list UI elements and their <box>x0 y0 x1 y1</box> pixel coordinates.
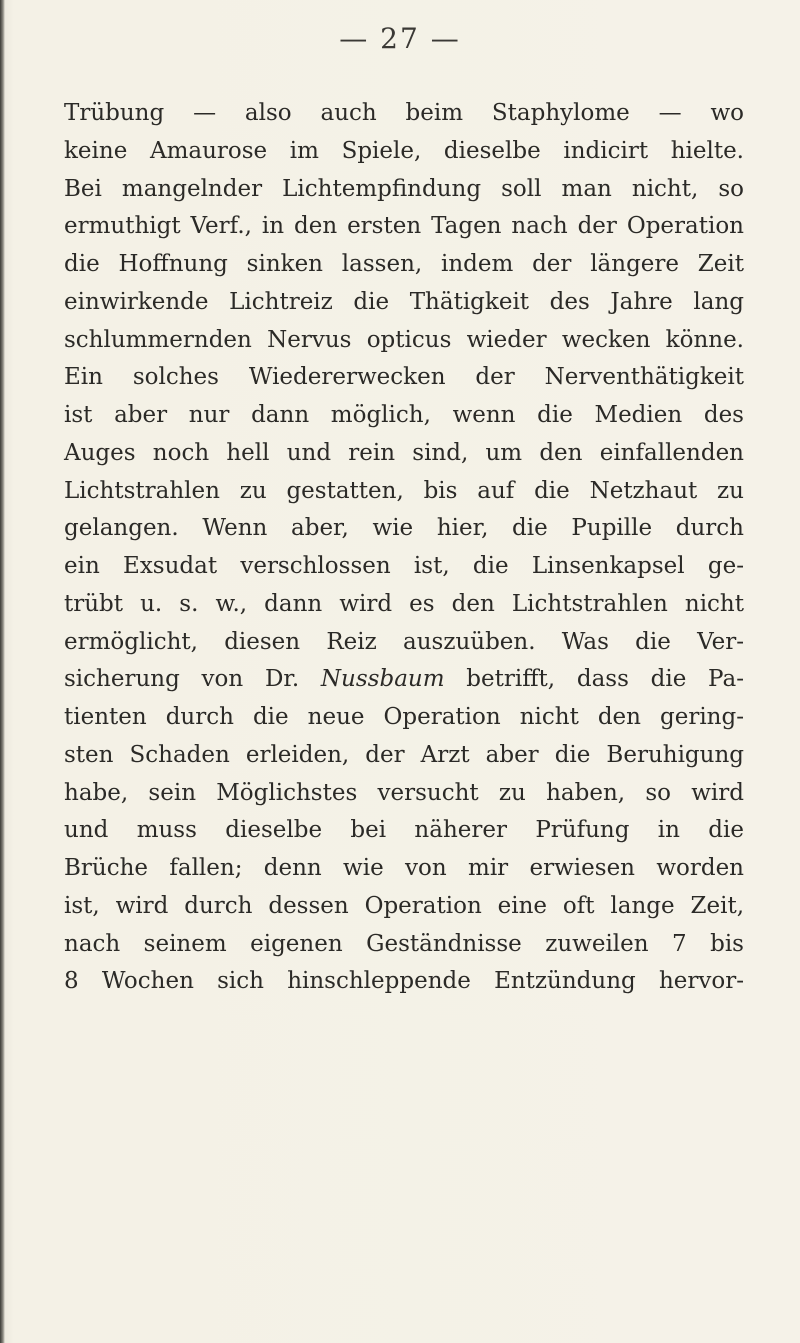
text-line: Trübung — also auch beim Staphylome — wo <box>64 100 744 126</box>
text-line-with-italic <box>64 661 744 699</box>
text-line: Auges noch hell und rein sind, um den einfallenden <box>64 439 744 466</box>
text-segment: betrifft, dass die Pa- <box>444 666 744 693</box>
text-line: Bei mangelnder Lichtempfindung soll man nicht, so <box>64 175 744 202</box>
text-line: nach seinem eigenen Geständnisse zuweilen 7 bis <box>64 930 744 957</box>
text-line: ist, wird durch dessen Operation eine oft lange Zeit, <box>64 892 744 919</box>
page-number-header: — 27 — <box>339 22 461 55</box>
text-line: ermuthigt Verf., in den ersten Tagen nach der Operation <box>64 213 744 240</box>
italic-name: Nussbaum <box>320 666 445 693</box>
text-line: trübt u. s. w., dann wird es den Lichtstrahlen nicht <box>64 590 744 617</box>
text-line: tienten durch die neue Operation nicht den gering- <box>64 704 744 730</box>
text-line: schlummernden Nervus opticus wieder wecken könne. <box>64 326 744 353</box>
body-paragraph <box>64 95 744 1001</box>
text-line: ein Exsudat verschlossen ist, die Linsenkapsel ge- <box>64 553 744 579</box>
text-line: gelangen. Wenn aber, wie hier, die Pupille durch <box>64 515 744 542</box>
text-line: ist aber nur dann möglich, wenn die Medien des <box>64 402 744 428</box>
page-binding-edge <box>0 0 5 1343</box>
text-line: ermöglicht, diesen Reiz auszuüben. Was die Ver- <box>64 628 744 655</box>
text-line: einwirkende Lichtreiz die Thätigkeit des Jahre lang <box>64 288 744 315</box>
text-line: 8 Wochen sich hinschleppende Entzündung hervor- <box>64 968 744 995</box>
text-line: Lichtstrahlen zu gestatten, bis auf die Netzhaut zu <box>64 477 744 504</box>
text-segment: sicherung von Dr. <box>64 666 321 693</box>
text-line: Brüche fallen; denn wie von mir erwiesen worden <box>64 855 744 881</box>
text-line: sten Schaden erleiden, der Arzt aber die Beruhigung <box>64 741 744 768</box>
text-line: und muss dieselbe bei näherer Prüfung in die <box>64 817 744 844</box>
text-line: die Hoffnung sinken lassen, indem der längere Zeit <box>64 251 744 277</box>
text-line: keine Amaurose im Spiele, dieselbe indicirt hielte. <box>64 137 744 164</box>
text-line: Ein solches Wiedererwecken der Nerventhätigkeit <box>64 364 744 391</box>
text-line: habe, sein Möglichstes versucht zu haben, so wird <box>64 779 744 806</box>
